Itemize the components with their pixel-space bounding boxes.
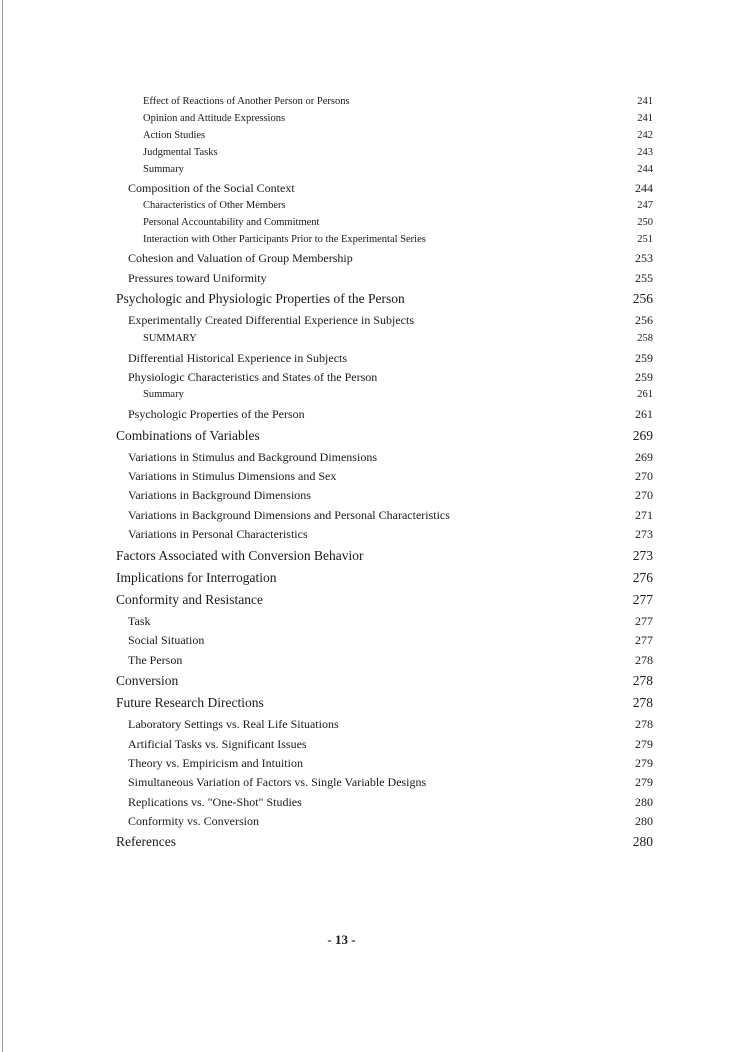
toc-entry[interactable] [0, 427, 750, 445]
toc-entry[interactable] [0, 612, 750, 630]
toc-entry-page: 244 [637, 164, 653, 175]
toc-entry-page: 276 [632, 570, 653, 585]
toc-entry-page: 277 [632, 592, 653, 607]
toc-entry-title: Variations in Stimulus and Background Dimensions [128, 450, 377, 464]
toc-entry[interactable] [0, 311, 750, 329]
toc-entry-page: 271 [635, 508, 653, 522]
toc-entry[interactable] [0, 249, 750, 267]
toc-entry-page: 247 [637, 200, 653, 211]
toc-entry-page: 270 [635, 469, 653, 483]
toc-entry-title: Summary [143, 164, 184, 175]
toc-entry[interactable] [0, 214, 750, 232]
toc-entry[interactable] [0, 694, 750, 712]
toc-entry-title: Conformity vs. Conversion [128, 814, 259, 828]
toc-entry-title: Conformity and Resistance [116, 592, 263, 607]
toc-entry[interactable] [0, 833, 750, 851]
toc-entry-page: 244 [635, 181, 653, 195]
toc-entry-page: 241 [637, 96, 653, 107]
toc-entry[interactable] [0, 93, 750, 111]
toc-entry-title: Differential Historical Experience in Subjects [128, 351, 348, 365]
toc-entry[interactable] [0, 525, 750, 543]
toc-entry[interactable] [0, 672, 750, 690]
toc-entry[interactable] [0, 547, 750, 565]
toc-entry[interactable] [0, 144, 750, 162]
toc-entry-page: 256 [635, 313, 653, 327]
toc-entry-title: Personal Accountability and Commitment [143, 217, 320, 228]
toc-entry[interactable] [0, 486, 750, 504]
toc-entry[interactable] [0, 405, 750, 423]
toc-entry[interactable] [0, 569, 750, 587]
toc-entry[interactable] [0, 349, 750, 367]
toc-entry[interactable] [0, 386, 750, 404]
toc-entry-title: Composition of the Social Context [128, 181, 295, 195]
toc-entry[interactable] [0, 715, 750, 733]
toc-entry[interactable] [0, 773, 750, 791]
toc-entry-page: 273 [632, 548, 653, 563]
toc-entry[interactable] [0, 110, 750, 128]
toc-entry-title: Variations in Background Dimensions and Personal Characteristics [128, 508, 450, 522]
toc-entry-page: 278 [632, 673, 653, 688]
toc-entry-page: 261 [637, 389, 653, 400]
toc-entry-page: 243 [637, 147, 653, 158]
toc-entry-page: 277 [635, 614, 653, 628]
toc-entry-title: Effect of Reactions of Another Person or Persons [143, 96, 350, 107]
toc-entry[interactable] [0, 812, 750, 830]
toc-entry-page: 259 [635, 351, 653, 365]
toc-entry-title: Opinion and Attitude Expressions [143, 113, 286, 124]
toc-entry-title: Social Situation [128, 633, 205, 647]
toc-entry-title: Factors Associated with Conversion Behavior [116, 548, 364, 563]
toc-entry-page: 270 [635, 488, 653, 502]
toc-entry-title: Experimentally Created Differential Experience in Subjects [128, 313, 415, 327]
toc-entry[interactable] [0, 127, 750, 145]
toc-entry-title: Cohesion and Valuation of Group Membership [128, 251, 353, 265]
toc-entry-title: Psychologic Properties of the Person [128, 407, 305, 421]
toc-entry-page: 277 [635, 633, 653, 647]
toc-entry-title: Artificial Tasks vs. Significant Issues [128, 737, 307, 751]
toc-entry-page: 279 [635, 775, 653, 789]
toc-entry-title: Laboratory Settings vs. Real Life Situations [128, 717, 339, 731]
toc-entry-page: 241 [637, 113, 653, 124]
toc-entry[interactable] [0, 330, 750, 348]
toc-entry[interactable] [0, 651, 750, 669]
toc-entry[interactable] [0, 290, 750, 308]
toc-entry[interactable] [0, 591, 750, 609]
toc-entry-title: Physiologic Characteristics and States of the Person [128, 370, 378, 384]
toc-entry[interactable] [0, 161, 750, 179]
toc-entry-page: 259 [635, 370, 653, 384]
toc-entry-title: Simultaneous Variation of Factors vs. Single Variable Designs [128, 775, 427, 789]
toc-entry-title: Task [128, 614, 151, 628]
toc-entry-page: 255 [635, 271, 653, 285]
toc-entry-title: Conversion [116, 673, 179, 688]
toc-entry-page: 278 [632, 695, 653, 710]
toc-entry-title: Interaction with Other Participants Prior to the Experimental Series [143, 234, 426, 245]
toc-entry-title: Characteristics of Other Members [143, 200, 286, 211]
toc-entry-page: 256 [632, 291, 653, 306]
toc-entry[interactable] [0, 754, 750, 772]
toc-entry-page: 278 [635, 717, 653, 731]
toc-entry-title: Replications vs. "One-Shot" Studies [128, 795, 302, 809]
toc-entry[interactable] [0, 197, 750, 215]
toc-entry[interactable] [0, 448, 750, 466]
toc-entry-title: Future Research Directions [116, 695, 264, 710]
toc-entry-title: Variations in Stimulus Dimensions and Sex [128, 469, 337, 483]
toc-entry-page: 242 [637, 130, 653, 141]
toc-entry-page: 273 [635, 527, 653, 541]
toc-entry-page: 258 [637, 333, 653, 344]
toc-entry-title: The Person [128, 653, 183, 667]
toc-entry[interactable] [0, 269, 750, 287]
toc-entry-title: Variations in Background Dimensions [128, 488, 311, 502]
toc-entry-page: 250 [637, 217, 653, 228]
toc-entry-title: Implications for Interrogation [116, 570, 277, 585]
toc-entry[interactable] [0, 506, 750, 524]
toc-entry[interactable] [0, 231, 750, 249]
toc-entry-page: 279 [635, 737, 653, 751]
toc-entry[interactable] [0, 179, 750, 197]
toc-entry-page: 280 [635, 795, 653, 809]
toc-entry-title: Summary [143, 389, 184, 400]
toc-entry-title: Action Studies [143, 130, 206, 141]
toc-entry[interactable] [0, 735, 750, 753]
toc-entry-page: 279 [635, 756, 653, 770]
toc-entry-title: Psychologic and Physiologic Properties of the Person [116, 291, 405, 306]
toc-entry-page: 278 [635, 653, 653, 667]
toc-entry[interactable] [0, 467, 750, 485]
toc-entry-page: 251 [637, 234, 653, 245]
toc-entry-title: Variations in Personal Characteristics [128, 527, 308, 541]
toc-entry-title: Judgmental Tasks [143, 147, 218, 158]
toc-entry-page: 261 [635, 407, 653, 421]
toc-entry-page: 280 [635, 814, 653, 828]
toc-entry[interactable] [0, 368, 750, 386]
toc-entry[interactable] [0, 631, 750, 649]
toc-entry-page: 253 [635, 251, 653, 265]
toc-entry-title: References [116, 834, 176, 849]
toc-entry-title: Combinations of Variables [116, 428, 260, 443]
toc-entry-page: 269 [632, 428, 653, 443]
toc-entry-title: Pressures toward Uniformity [128, 271, 267, 285]
toc-entry[interactable] [0, 793, 750, 811]
page-number: - 13 - [327, 932, 356, 947]
toc-entry-page: 269 [635, 450, 653, 464]
toc-entry-page: 280 [632, 834, 653, 849]
toc-entry-title: Theory vs. Empiricism and Intuition [128, 756, 303, 770]
toc-entry-title: SUMMARY [143, 333, 197, 344]
